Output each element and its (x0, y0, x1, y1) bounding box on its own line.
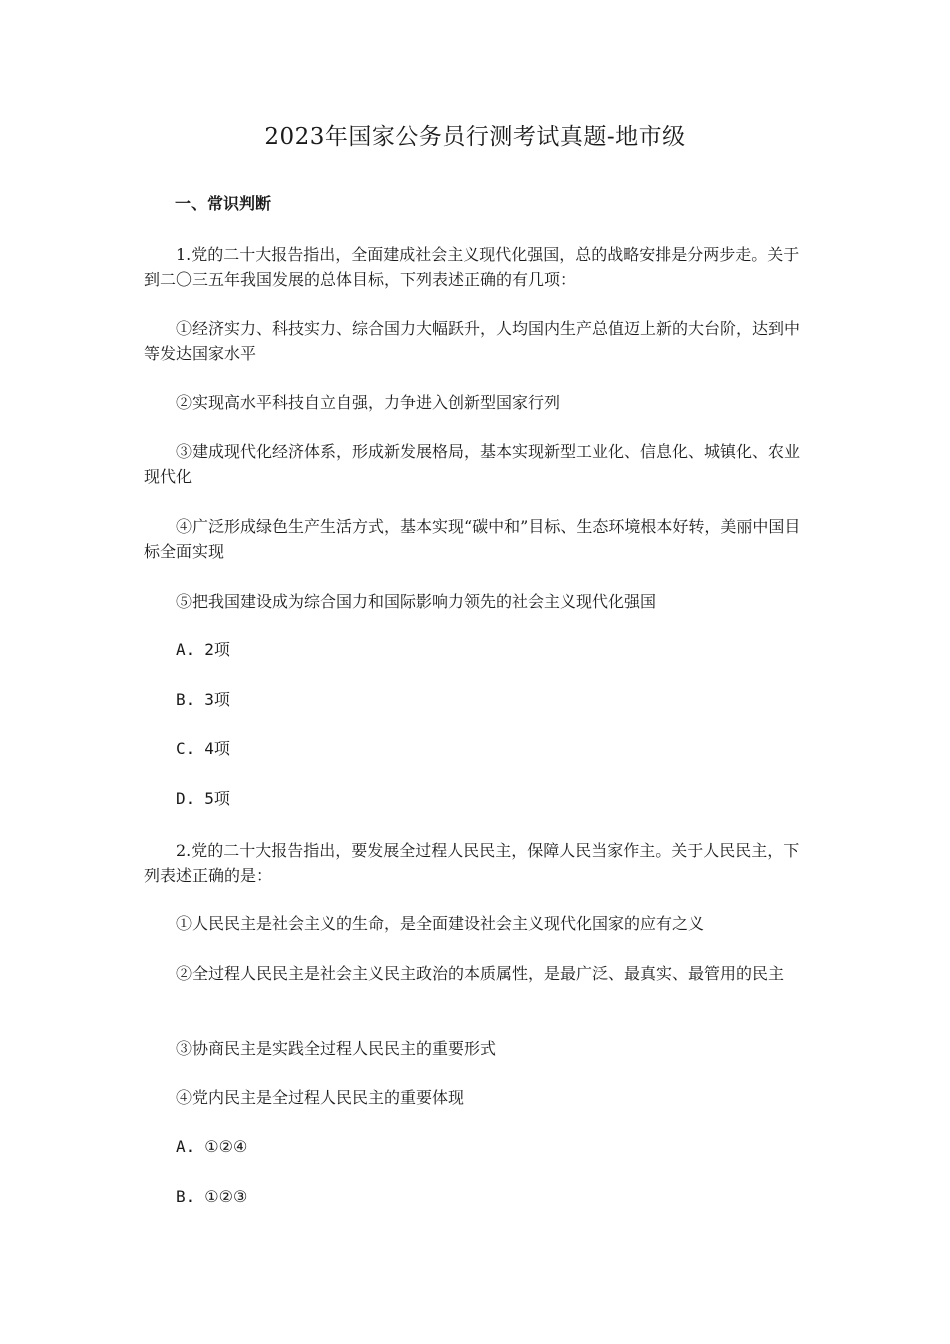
question-2-item-1: ①人民民主是社会主义的生命，是全面建设社会主义现代化国家的应有之义 (176, 914, 705, 933)
question-2-item-2: ②全过程人民民主是社会主义民主政治的本质属性，是最广泛、最真实、最管用的民主 (176, 964, 785, 983)
option-text: ①②④ (204, 1137, 248, 1156)
question-1-item-1: ①经济实力、科技实力、综合国力大幅跃升，人均国内生产总值迈上新的大台阶，达到中等发达国家水平 (144, 319, 801, 363)
section-heading: 一、常识判断 (175, 194, 272, 213)
option-label: A. (176, 640, 196, 659)
option-text: 3项 (204, 690, 230, 709)
option-label: A. (176, 1137, 196, 1156)
option-text: 5项 (204, 789, 230, 808)
question-1-item-2: ②实现高水平科技自立自强，力争进入创新型国家行列 (176, 393, 561, 412)
option-label: D. (176, 789, 196, 808)
question-2-option-b (176, 1185, 247, 1209)
question-2-stem: 2.党的二十大报告指出，要发展全过程人民民主，保障人民当家作主。关于人民民主，下列表述正确的是： (144, 841, 800, 885)
question-2-option-a (176, 1135, 247, 1159)
question-2-item-4: ④党内民主是全过程人民民主的重要体现 (176, 1088, 465, 1107)
option-label: B. (176, 1187, 196, 1206)
question-1-option-a (176, 638, 230, 662)
option-text: 2项 (204, 640, 230, 659)
option-text: ①②③ (204, 1187, 248, 1206)
question-1-stem: 1.党的二十大报告指出，全面建成社会主义现代化强国，总的战略安排是分两步走。关于到二〇三五年我国发展的总体目标，下列表述正确的有几项： (144, 245, 800, 289)
question-1-option-c (176, 737, 230, 761)
option-label: C. (176, 739, 196, 758)
question-1-option-d (176, 787, 230, 811)
option-label: B. (176, 690, 196, 709)
question-1-option-b (176, 688, 230, 712)
question-1-item-3: ③建成现代化经济体系，形成新发展格局，基本实现新型工业化、信息化、城镇化、农业现代化 (144, 442, 801, 486)
question-1-item-4: ④广泛形成绿色生产生活方式，基本实现“碳中和”目标、生态环境根本好转，美丽中国目标全面实现 (144, 517, 801, 561)
question-2-item-3: ③协商民主是实践全过程人民民主的重要形式 (176, 1039, 497, 1058)
question-1-item-5: ⑤把我国建设成为综合国力和国际影响力领先的社会主义现代化强国 (176, 592, 657, 611)
document-title: 2023年国家公务员行测考试真题-地市级 (264, 124, 686, 150)
option-text: 4项 (204, 739, 230, 758)
